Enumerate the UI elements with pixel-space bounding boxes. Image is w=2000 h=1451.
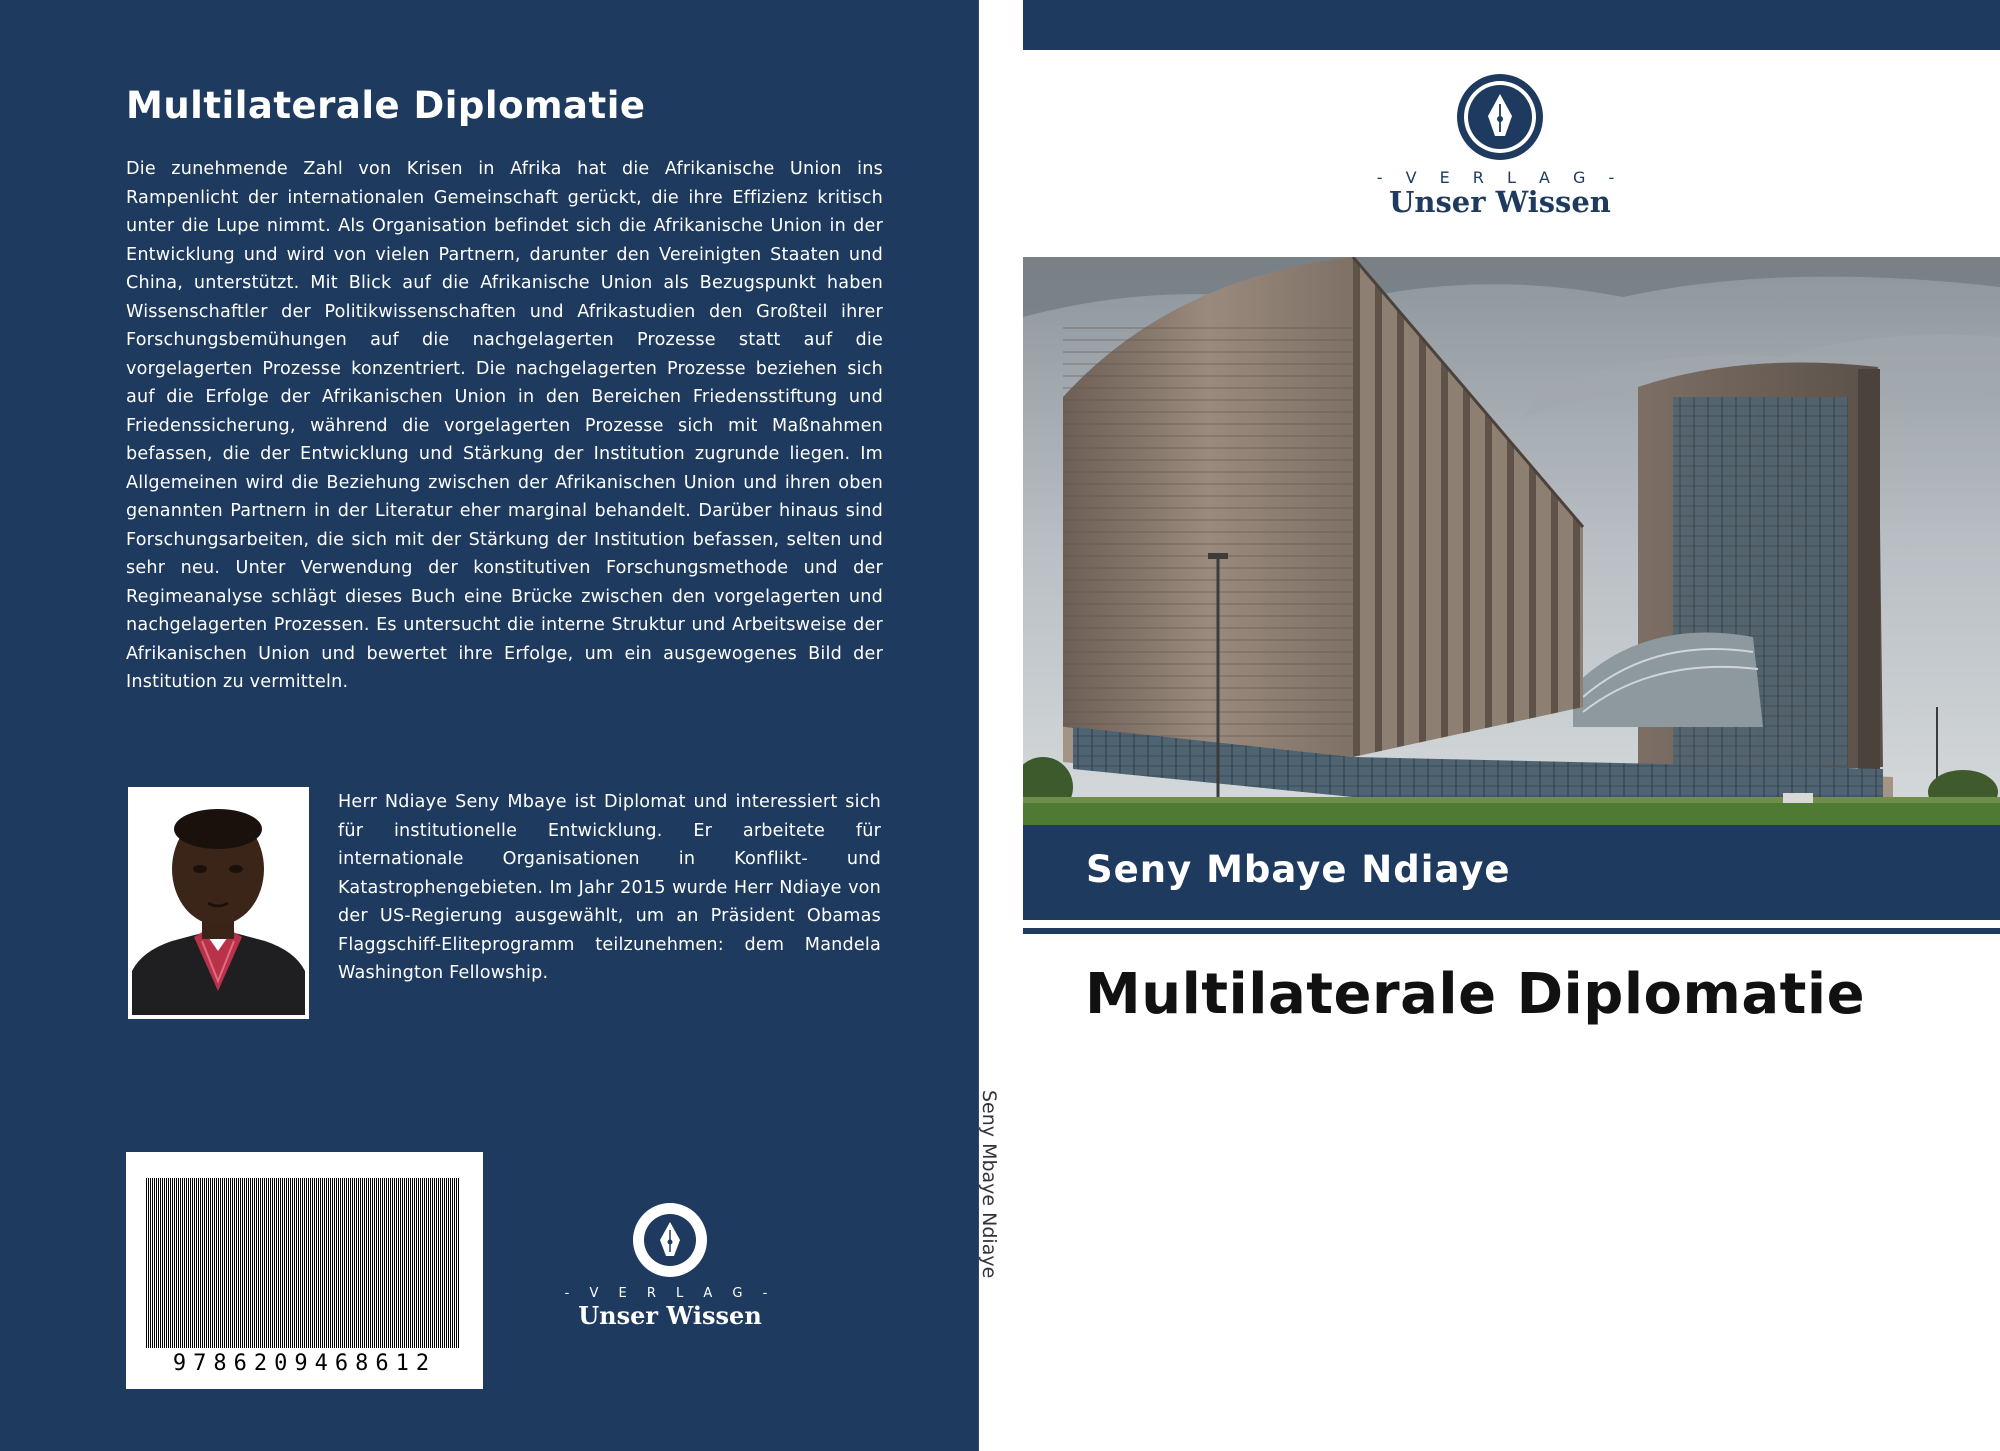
barcode-bar: [410, 1178, 411, 1348]
barcode-bar: [364, 1178, 365, 1348]
barcode-bar: [166, 1178, 167, 1348]
barcode-bar: [330, 1178, 331, 1348]
barcode-bar: [258, 1178, 259, 1348]
barcode-bar: [384, 1178, 385, 1348]
barcode-bar: [282, 1178, 283, 1348]
barcode-bar: [266, 1178, 267, 1348]
barcode-bar: [404, 1178, 405, 1348]
barcode-bar: [234, 1178, 235, 1348]
barcode-bar: [366, 1178, 367, 1348]
barcode-bar: [352, 1178, 353, 1348]
barcode-bar: [392, 1178, 393, 1348]
barcode-bar: [344, 1178, 345, 1348]
barcode-bar: [296, 1178, 297, 1348]
barcode-bar: [380, 1178, 381, 1348]
barcode-bar: [150, 1178, 151, 1348]
back-logo-verlag: - V E R L A G -: [564, 1286, 776, 1301]
barcode-bar: [358, 1178, 359, 1348]
barcode-bar: [162, 1178, 163, 1348]
barcode-bar: [310, 1178, 311, 1348]
back-logo-brand: Unser Wissen: [578, 1301, 762, 1330]
barcode-bar: [354, 1178, 355, 1348]
barcode-bar: [302, 1178, 303, 1348]
barcode-bar: [394, 1178, 395, 1348]
barcode-bar: [230, 1178, 231, 1348]
barcode-bar: [214, 1178, 215, 1348]
barcode-bar: [274, 1178, 275, 1348]
barcode-bar: [232, 1178, 233, 1348]
barcode-bar: [408, 1178, 409, 1348]
barcode-bar: [332, 1178, 333, 1348]
barcode-bar: [324, 1178, 325, 1348]
barcode-bar: [342, 1178, 343, 1348]
back-cover: [0, 0, 979, 1451]
barcode-bar: [256, 1178, 257, 1348]
barcode-bar: [188, 1178, 189, 1348]
back-cover-title: Multilaterale Diplomatie: [126, 84, 646, 127]
barcode-bar: [388, 1178, 389, 1348]
barcode-bar: [206, 1178, 207, 1348]
barcode-bar: [448, 1178, 449, 1348]
barcode-bar: [322, 1178, 323, 1348]
barcode-bar: [304, 1178, 305, 1348]
barcode-bar: [168, 1178, 169, 1348]
barcode-bar: [316, 1178, 317, 1348]
fountain-pen-nib-icon: [1455, 72, 1545, 162]
barcode-bar: [398, 1178, 399, 1348]
barcode-bar: [184, 1178, 185, 1348]
barcode-bar: [264, 1178, 265, 1348]
barcode-bar: [252, 1178, 253, 1348]
back-publisher-logo: [560, 1200, 780, 1340]
barcode-bar: [400, 1178, 401, 1348]
barcode-bar: [412, 1178, 413, 1348]
barcode-bar: [290, 1178, 291, 1348]
barcode-bar: [174, 1178, 175, 1348]
barcode-bar: [376, 1178, 377, 1348]
barcode-bar: [194, 1178, 195, 1348]
barcode-bar: [370, 1178, 371, 1348]
barcode-bar: [378, 1178, 379, 1348]
barcode-bar: [348, 1178, 349, 1348]
barcode-bar: [284, 1178, 285, 1348]
barcode-bar: [262, 1178, 263, 1348]
barcode-bar: [250, 1178, 251, 1348]
barcode-bar: [312, 1178, 313, 1348]
barcode-bar: [236, 1178, 237, 1348]
barcode-bar: [430, 1178, 431, 1348]
barcode-bar: [334, 1178, 335, 1348]
barcode-bar: [454, 1178, 455, 1348]
barcode-bar: [228, 1178, 229, 1348]
barcode-bar: [446, 1178, 447, 1348]
barcode-bar: [390, 1178, 391, 1348]
barcode-bar: [444, 1178, 445, 1348]
barcode-bar: [190, 1178, 191, 1348]
barcode-bar: [294, 1178, 295, 1348]
barcode-bar: [360, 1178, 361, 1348]
barcode-bar: [148, 1178, 149, 1348]
barcode-bar: [356, 1178, 357, 1348]
barcode-bar: [350, 1178, 351, 1348]
barcode-bar: [246, 1178, 247, 1348]
barcode-bar: [386, 1178, 387, 1348]
barcode-bar: [314, 1178, 315, 1348]
front-author-name: Seny Mbaye Ndiaye: [1086, 848, 1511, 891]
barcode-bar: [292, 1178, 293, 1348]
barcode-bar: [224, 1178, 225, 1348]
barcode-bar: [420, 1178, 421, 1348]
barcode-bar: [436, 1178, 437, 1348]
barcode-bar: [180, 1178, 181, 1348]
barcode-bar: [218, 1178, 219, 1348]
barcode-bar: [200, 1178, 201, 1348]
back-cover-blurb: Die zunehmende Zahl von Krisen in Afrika hat die Afrikanische Union ins Rampenlicht der internationalen Gemeinschaft gerückt, die ihre Effizienz kritisch unter die Lupe nimmt. Als Organisation befindet sich die Afrikanische Union in der Entwicklung und wird von vielen Partnern, darunter den Vereinigten Staaten und China, unterstützt. Mit Blick auf die Afrikanische Union als Bezugspunkt haben Wissenschaftler der Politikwissenschaften und Afrikastudien den Großteil ihrer Forschungsbemühungen auf die nachgelagerten Prozesse statt auf die vorgelagerten Prozesse konzentriert. Die nachgelagerten Prozesse beziehen sich auf die Erfolge der Afrikanischen Union in den Bereichen Friedensstiftung und Friedenssicherung, während die vorgelagerten Prozesse sich mit Maßnahmen befassen, die der Entwicklung und Stärkung der Institution zugrunde liegen. Im Allgemeinen wird die Beziehung zwischen der Afrikanischen Union und ihren oben genannten Partnern in der Literatur eher marginal behandelt. Darüber hinaus sind Forschungsarbeiten, die sich mit der Stärkung der Institution befassen, selten und sehr neu. Unter Verwendung der konstitutiven Forschungsmethode und der Regimeanalyse schlägt dieses Buch eine Brücke zwischen den vorgelagerten und nachgelagerten Prozessen. Es untersucht die interne Struktur und Arbeitsweise der Afrikanischen Union und bewertet ihre Erfolge, um ein ausgewogenes Bild der Institution zu vermitteln.: [126, 159, 883, 692]
barcode-bar: [458, 1178, 459, 1348]
author-portrait: [128, 787, 309, 1019]
front-logo-verlag: - V E R L A G -: [1376, 168, 1624, 187]
barcode-bar: [372, 1178, 373, 1348]
barcode-bar: [338, 1178, 339, 1348]
isbn-digits: 9786209468612: [172, 1351, 437, 1376]
front-publisher-logo: [1300, 72, 1700, 222]
barcode-bar: [192, 1178, 193, 1348]
barcode-bar: [270, 1178, 271, 1348]
barcode-bar: [202, 1178, 203, 1348]
barcode-bar: [336, 1178, 337, 1348]
barcode-bar: [170, 1178, 171, 1348]
barcode-bar: [298, 1178, 299, 1348]
barcode-bar: [414, 1178, 415, 1348]
barcode-bar: [424, 1178, 425, 1348]
barcode-bar: [222, 1178, 223, 1348]
barcode-bar: [260, 1178, 261, 1348]
barcode-bar: [326, 1178, 327, 1348]
barcode-bar: [320, 1178, 321, 1348]
barcode-bar: [238, 1178, 239, 1348]
barcode-bar: [288, 1178, 289, 1348]
barcode-bar: [164, 1178, 165, 1348]
barcode-bar: [152, 1178, 153, 1348]
barcode-bar: [318, 1178, 319, 1348]
barcode-bar: [146, 1178, 147, 1348]
barcode-bar: [182, 1178, 183, 1348]
barcode-bar: [278, 1178, 279, 1348]
barcode-bar: [158, 1178, 159, 1348]
barcode-bar: [176, 1178, 177, 1348]
barcode-bar: [346, 1178, 347, 1348]
barcode-bar: [442, 1178, 443, 1348]
barcode-bar: [272, 1178, 273, 1348]
barcode-bar: [340, 1178, 341, 1348]
front-divider: [1023, 928, 2000, 934]
barcode-bar: [440, 1178, 441, 1348]
barcode-bar: [154, 1178, 155, 1348]
isbn-barcode: [126, 1152, 483, 1389]
barcode-bar: [422, 1178, 423, 1348]
barcode-bar: [382, 1178, 383, 1348]
barcode-bar: [416, 1178, 417, 1348]
barcode-bar: [172, 1178, 173, 1348]
barcode-bar: [210, 1178, 211, 1348]
barcode-bar: [396, 1178, 397, 1348]
barcode-bar: [432, 1178, 433, 1348]
barcode-bar: [362, 1178, 363, 1348]
barcode-bar: [426, 1178, 427, 1348]
front-title: Multilaterale Diplomatie: [1085, 962, 1866, 1027]
barcode-bar: [276, 1178, 277, 1348]
barcode-bar: [244, 1178, 245, 1348]
spine-author: Seny Mbaye Ndiaye: [978, 1090, 1000, 1279]
barcode-bar: [204, 1178, 205, 1348]
barcode-bar: [434, 1178, 435, 1348]
barcode-bar: [226, 1178, 227, 1348]
front-top-bar: [1023, 0, 2000, 50]
front-logo-brand: Unser Wissen: [1389, 185, 1611, 219]
barcode-bar: [240, 1178, 241, 1348]
barcode-bar: [220, 1178, 221, 1348]
barcode-bar: [280, 1178, 281, 1348]
barcode-bar: [268, 1178, 269, 1348]
barcode-bar: [374, 1178, 375, 1348]
barcode-bar: [156, 1178, 157, 1348]
barcode-bar: [186, 1178, 187, 1348]
barcode-bar: [160, 1178, 161, 1348]
barcode-bar: [306, 1178, 307, 1348]
barcode-bars: [146, 1178, 463, 1348]
barcode-bar: [328, 1178, 329, 1348]
barcode-bar: [308, 1178, 309, 1348]
barcode-bar: [428, 1178, 429, 1348]
barcode-bar: [456, 1178, 457, 1348]
barcode-bar: [418, 1178, 419, 1348]
barcode-bar: [286, 1178, 287, 1348]
barcode-bar: [402, 1178, 403, 1348]
barcode-bar: [406, 1178, 407, 1348]
barcode-bar: [208, 1178, 209, 1348]
barcode-bar: [300, 1178, 301, 1348]
barcode-bar: [248, 1178, 249, 1348]
african-union-headquarters-photo: [1023, 257, 2000, 825]
author-bio: Herr Ndiaye Seny Mbaye ist Diplomat und interessiert sich für institutionelle Entwicklung. Er arbeitete für internationale Organisationen in Konflikt- und Katastrophengebieten. Im Jahr 2015 wurde Herr Ndiaye von der US-Regierung ausgewählt, um an Präsident Obamas Flaggschiff-Eliteprogramm teilzunehmen: dem Mandela Washington Fellowship.: [338, 792, 881, 983]
barcode-bar: [178, 1178, 179, 1348]
barcode-bar: [216, 1178, 217, 1348]
barcode-bar: [254, 1178, 255, 1348]
barcode-bar: [452, 1178, 453, 1348]
barcode-bar: [242, 1178, 243, 1348]
barcode-bar: [196, 1178, 197, 1348]
barcode-bar: [438, 1178, 439, 1348]
barcode-bar: [450, 1178, 451, 1348]
barcode-bar: [212, 1178, 213, 1348]
fountain-pen-nib-icon: [630, 1200, 710, 1280]
barcode-bar: [368, 1178, 369, 1348]
barcode-bar: [198, 1178, 199, 1348]
